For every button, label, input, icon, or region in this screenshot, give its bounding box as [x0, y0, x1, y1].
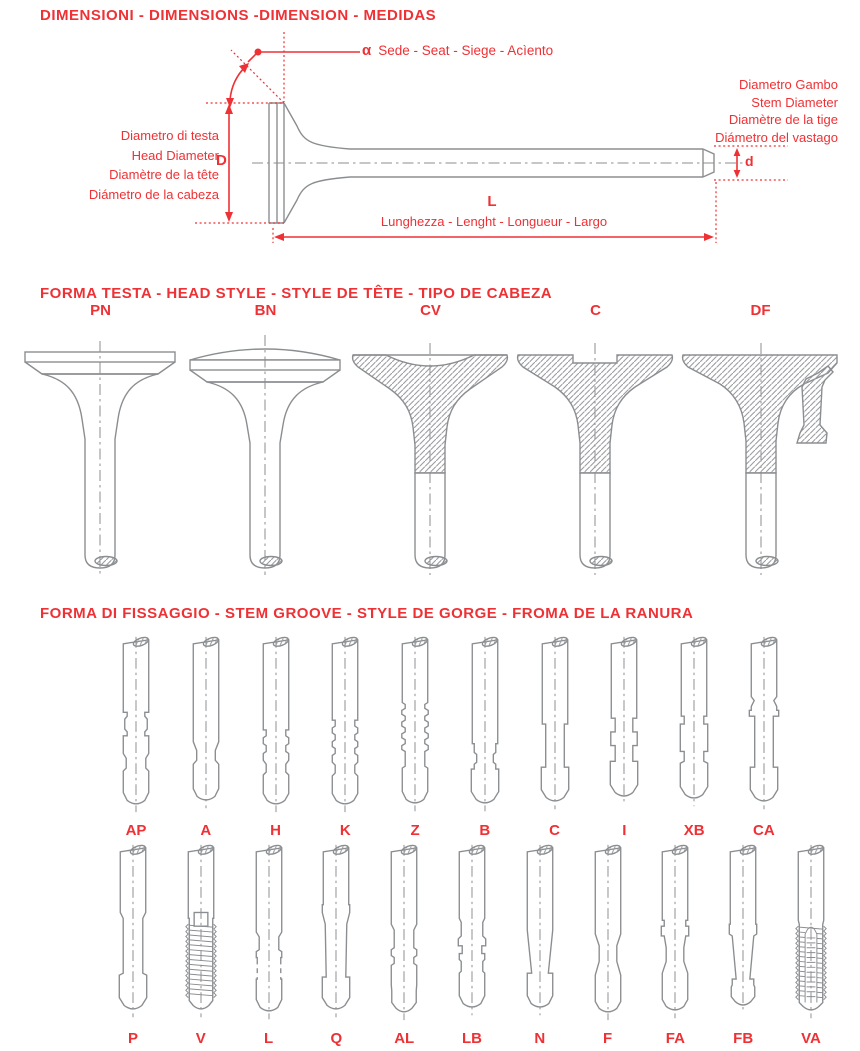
stem-groove-fa — [644, 842, 706, 1047]
stem-groove-label: VA — [801, 1030, 821, 1047]
stem-groove-label: I — [622, 822, 627, 839]
stem-drawing-c — [524, 634, 586, 820]
stem-grooves-row-1 — [105, 634, 795, 839]
arrow — [734, 148, 741, 156]
head-styles-section-title: FORMA TESTA - HEAD STYLE - STYLE DE TÊTE - TIPO DE CABEZA — [40, 285, 553, 302]
stem-groove-label: L — [264, 1030, 274, 1047]
stem-groove-label: FA — [665, 1030, 685, 1047]
head-style-label: BN — [254, 302, 277, 319]
stem-groove-label: CA — [753, 822, 775, 839]
stem-groove-label: V — [195, 1030, 206, 1047]
stem-drawing-v — [170, 842, 232, 1028]
stem-groove-p — [102, 842, 164, 1047]
stem-groove-label: B — [479, 822, 491, 839]
stem-drawing-n — [509, 842, 571, 1028]
seat-label: Sede - Seat - Siege - Acìento — [378, 43, 554, 58]
stem-groove-label: C — [549, 822, 561, 839]
valve-head-drawing-df — [678, 329, 843, 579]
stem-groove-label: H — [270, 822, 281, 839]
head-diameter-line: Diametro di testa — [120, 128, 219, 143]
stem-grooves-section-title: FORMA DI FISSAGGIO - STEM GROOVE - STYLE DE GORGE - FROMA DE LA RANURA — [40, 605, 694, 622]
stem-diameter-line: Stem Diameter — [751, 94, 838, 110]
head-diameter-symbol: D — [216, 152, 227, 169]
stem-diameter-line: Diamètre de la tige — [728, 112, 838, 127]
stem-groove-f — [577, 842, 639, 1047]
stem-groove-a — [175, 634, 237, 839]
stem-diameter-line: Diametro Gambo — [739, 77, 838, 92]
alpha-leader — [248, 52, 360, 62]
stem-drawing-q — [305, 842, 367, 1028]
stem-groove-label: A — [200, 822, 212, 839]
stem-drawing-fa — [644, 842, 706, 1028]
stem-groove-label: K — [339, 822, 351, 839]
head-diameter-label — [89, 126, 219, 204]
stem-diameter-line: Diámetro del vastago — [715, 129, 838, 145]
stem-drawing-fb — [712, 842, 774, 1028]
length-label: Lunghezza - Lenght - Longueur - Largo — [380, 214, 608, 229]
stem-drawing-p — [102, 842, 164, 1028]
head-diameter-line: Head Diameter — [131, 147, 219, 163]
stem-groove-label: P — [127, 1030, 138, 1047]
stem-groove-lb — [441, 842, 503, 1047]
stem-drawing-ca — [733, 634, 795, 820]
stem-groove-label: Z — [410, 822, 420, 839]
stem-groove-c — [524, 634, 586, 839]
stem-groove-v — [170, 842, 232, 1047]
arrow — [704, 233, 714, 241]
head-style-label: CV — [420, 302, 441, 319]
stem-groove-label: AP — [125, 822, 147, 839]
stem-groove-xb — [663, 634, 725, 839]
stem-groove-label: N — [534, 1030, 546, 1047]
valve-head-drawing-cv — [348, 329, 513, 579]
stem-groove-ap — [105, 634, 167, 839]
dimensions-diagram — [0, 30, 860, 262]
head-styles-row — [18, 302, 842, 579]
stem-drawing-h — [245, 634, 307, 820]
alpha-dot — [255, 49, 262, 56]
stem-grooves-row-2 — [102, 842, 842, 1047]
arrow — [225, 212, 233, 222]
stem-diameter-label — [715, 76, 838, 146]
stem-groove-label: LB — [461, 1030, 482, 1047]
stem-groove-ca — [733, 634, 795, 839]
stem-drawing-xb — [663, 634, 725, 820]
arrow — [274, 233, 284, 241]
stem-groove-label: FB — [733, 1030, 754, 1047]
valve-head-drawing-bn — [183, 329, 348, 579]
stem-groove-h — [245, 634, 307, 839]
stem-groove-label: AL — [394, 1030, 415, 1047]
stem-drawing-a — [175, 634, 237, 820]
valve-head-drawing-pn — [18, 329, 183, 579]
stem-groove-i — [593, 634, 655, 839]
head-style-df — [678, 302, 843, 579]
head-style-label: PN — [90, 302, 111, 319]
stem-drawing-i — [593, 634, 655, 820]
stem-groove-label: Q — [330, 1030, 343, 1047]
dimensions-section-title: DIMENSIONI - DIMENSIONS -DIMENSION - MEDIDAS — [40, 7, 437, 24]
stem-drawing-ap — [105, 634, 167, 820]
stem-drawing-va — [780, 842, 842, 1028]
stem-groove-n — [509, 842, 571, 1047]
stem-groove-al — [373, 842, 435, 1047]
head-style-pn — [18, 302, 183, 579]
head-style-bn — [183, 302, 348, 579]
stem-groove-va — [780, 842, 842, 1047]
head-style-label: C — [590, 302, 601, 319]
stem-groove-b — [454, 634, 516, 839]
head-diameter-line: Diámetro de la cabeza — [88, 186, 219, 202]
head-diameter-line: Diamètre de la tête — [109, 167, 219, 182]
stem-drawing-lb — [441, 842, 503, 1028]
head-style-cv — [348, 302, 513, 579]
stem-groove-label: F — [602, 1030, 613, 1047]
stem-groove-label: XB — [683, 822, 705, 839]
stem-groove-k — [314, 634, 376, 839]
head-style-label: DF — [750, 302, 771, 319]
valve-head-drawing-c — [513, 329, 678, 579]
stem-drawing-z — [384, 634, 446, 820]
stem-drawing-k — [314, 634, 376, 820]
stem-drawing-al — [373, 842, 435, 1028]
stem-drawing-f — [577, 842, 639, 1028]
stem-diameter-symbol: d — [745, 153, 754, 169]
stem-groove-q — [305, 842, 367, 1047]
stem-groove-z — [384, 634, 446, 839]
stem-groove-l — [238, 842, 300, 1047]
arrow — [734, 170, 741, 178]
seat-angle-label — [362, 42, 553, 59]
arrow — [226, 98, 234, 108]
stem-drawing-b — [454, 634, 516, 820]
length-symbol: L — [487, 193, 497, 210]
stem-groove-fb — [712, 842, 774, 1047]
head-style-c — [513, 302, 678, 579]
alpha-symbol: α — [362, 42, 372, 59]
stem-drawing-l — [238, 842, 300, 1028]
